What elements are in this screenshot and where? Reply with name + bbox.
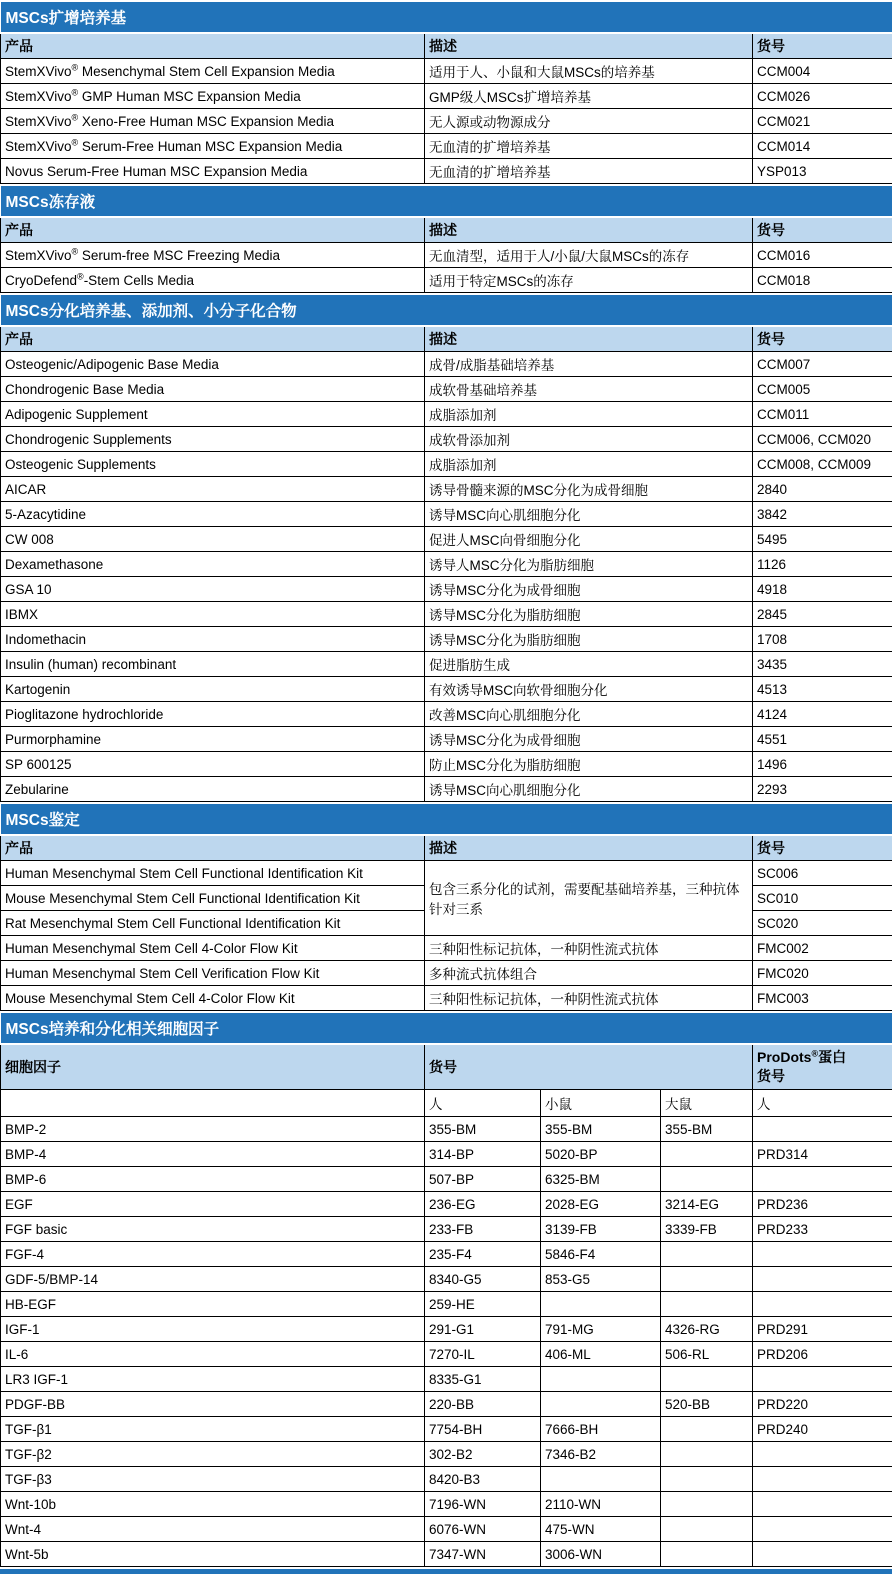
human-catalog-cell: 8340-G5 [425, 1267, 541, 1292]
product-cell: Chondrogenic Supplements [1, 427, 425, 452]
table-row [1, 861, 892, 886]
table-row [1, 627, 892, 652]
prodots-catalog-cell: PRD220 [753, 1392, 892, 1417]
mouse-catalog-cell: 791-MG [541, 1317, 661, 1342]
prodots-catalog-cell [753, 1367, 892, 1392]
table-row [1, 1542, 892, 1567]
table-row [1, 986, 892, 1011]
description-cell: 无血清的扩增培养基 [425, 134, 753, 159]
column-header-catalog: 货号 [753, 835, 892, 861]
subheader-mouse: 小鼠 [541, 1090, 661, 1117]
prodots-catalog-cell [753, 1517, 892, 1542]
human-catalog-cell: 235-F4 [425, 1242, 541, 1267]
description-cell: GMP级人MSCs扩增培养基 [425, 84, 753, 109]
human-catalog-cell: 220-BB [425, 1392, 541, 1417]
description-cell: 促进脂肪生成 [425, 652, 753, 677]
rat-catalog-cell [661, 1167, 753, 1192]
prodots-header-line1: ProDots®蛋白 [757, 1048, 888, 1067]
column-header-product: 产品 [1, 326, 425, 352]
product-cell: Human Mesenchymal Stem Cell 4-Color Flow Kit [1, 936, 425, 961]
table-row [1, 1467, 892, 1492]
cytokine-name-cell: IL-6 [1, 1342, 425, 1367]
table-row [1, 677, 892, 702]
catalog-cell: 4124 [753, 702, 892, 727]
catalog-cell: 5495 [753, 527, 892, 552]
mouse-catalog-cell [541, 1292, 661, 1317]
empty-subheader-cell [1, 1090, 425, 1117]
table-row [1, 527, 892, 552]
freezing-media-table [0, 184, 892, 293]
catalog-cell: CCM011 [753, 402, 892, 427]
catalog-cell: YSP013 [753, 159, 892, 184]
differentiation-table [0, 293, 892, 802]
human-catalog-cell: 7270-IL [425, 1342, 541, 1367]
human-catalog-cell: 7196-WN [425, 1492, 541, 1517]
product-cell: Pioglitazone hydrochloride [1, 702, 425, 727]
catalog-cell: 4513 [753, 677, 892, 702]
table-row [1, 1117, 892, 1142]
column-header-description: 描述 [425, 835, 753, 861]
cytokine-name-cell: TGF-β3 [1, 1467, 425, 1492]
table-row [1, 1217, 892, 1242]
description-cell: 成脂添加剂 [425, 402, 753, 427]
prodots-catalog-cell: PRD236 [753, 1192, 892, 1217]
product-cell: CryoDefend®-Stem Cells Media [1, 268, 425, 293]
catalog-cell: 4918 [753, 577, 892, 602]
table-row [1, 1167, 892, 1192]
prodots-catalog-cell [753, 1167, 892, 1192]
rat-catalog-cell [661, 1367, 753, 1392]
catalog-cell: CCM021 [753, 109, 892, 134]
identification-table [0, 802, 892, 1011]
rat-catalog-cell [661, 1492, 753, 1517]
catalog-cell: 3435 [753, 652, 892, 677]
catalog-cell: SC010 [753, 886, 892, 911]
prodots-catalog-cell [753, 1242, 892, 1267]
mouse-catalog-cell: 2110-WN [541, 1492, 661, 1517]
table-row [1, 243, 892, 268]
description-cell: 成软骨添加剂 [425, 427, 753, 452]
cytokine-name-cell: IGF-1 [1, 1317, 425, 1342]
human-catalog-cell: 291-G1 [425, 1317, 541, 1342]
rat-catalog-cell: 3214-EG [661, 1192, 753, 1217]
mouse-catalog-cell [541, 1467, 661, 1492]
description-cell: 成脂添加剂 [425, 452, 753, 477]
prodots-catalog-cell: PRD240 [753, 1417, 892, 1442]
table-row [1, 552, 892, 577]
mouse-catalog-cell: 475-WN [541, 1517, 661, 1542]
column-header-catalog-group: 货号 [425, 1044, 753, 1090]
human-catalog-cell: 233-FB [425, 1217, 541, 1242]
product-cell: StemXVivo® Serum-Free Human MSC Expansion Media [1, 134, 425, 159]
description-cell: 适用于特定MSCs的冻存 [425, 268, 753, 293]
human-catalog-cell: 7347-WN [425, 1542, 541, 1567]
cytokine-name-cell: Wnt-5b [1, 1542, 425, 1567]
description-cell: 成软骨基础培养基 [425, 377, 753, 402]
description-cell: 诱导MSC分化为成骨细胞 [425, 577, 753, 602]
description-cell: 诱导MSC分化为脂肪细胞 [425, 627, 753, 652]
rat-catalog-cell [661, 1442, 753, 1467]
mouse-catalog-cell: 2028-EG [541, 1192, 661, 1217]
product-cell: Dexamethasone [1, 552, 425, 577]
table-row [1, 84, 892, 109]
catalog-cell: SC020 [753, 911, 892, 936]
description-cell: 诱导MSC向心肌细胞分化 [425, 502, 753, 527]
cytokine-name-cell: GDF-5/BMP-14 [1, 1267, 425, 1292]
catalog-cell: CCM006, CCM020 [753, 427, 892, 452]
cytokine-name-cell: FGF-4 [1, 1242, 425, 1267]
table-row [1, 1267, 892, 1292]
column-header-catalog: 货号 [753, 326, 892, 352]
table-row [1, 377, 892, 402]
column-header-description: 描述 [425, 217, 753, 243]
rat-catalog-cell [661, 1242, 753, 1267]
cytokine-name-cell: BMP-4 [1, 1142, 425, 1167]
product-cell: Indomethacin [1, 627, 425, 652]
section-header-expansion: MSCs扩增培养基 [1, 1, 892, 33]
column-header-catalog: 货号 [753, 33, 892, 59]
column-header-catalog: 货号 [753, 217, 892, 243]
prodots-catalog-cell [753, 1292, 892, 1317]
product-cell: Chondrogenic Base Media [1, 377, 425, 402]
table-row [1, 652, 892, 677]
prodots-catalog-cell [753, 1442, 892, 1467]
product-cell: Insulin (human) recombinant [1, 652, 425, 677]
table-row [1, 577, 892, 602]
table-row [1, 1292, 892, 1317]
human-catalog-cell: 236-EG [425, 1192, 541, 1217]
human-catalog-cell: 302-B2 [425, 1442, 541, 1467]
cytokine-name-cell: FGF basic [1, 1217, 425, 1242]
description-cell: 适用于人、小鼠和大鼠MSCs的培养基 [425, 59, 753, 84]
table-row [1, 134, 892, 159]
mouse-catalog-cell: 6325-BM [541, 1167, 661, 1192]
column-header-product: 产品 [1, 33, 425, 59]
product-cell: StemXVivo® Serum-free MSC Freezing Media [1, 243, 425, 268]
human-catalog-cell: 259-HE [425, 1292, 541, 1317]
expansion-media-table [0, 0, 892, 184]
human-catalog-cell: 355-BM [425, 1117, 541, 1142]
product-cell: Kartogenin [1, 677, 425, 702]
catalog-cell: 2845 [753, 602, 892, 627]
product-cell: 5-Azacytidine [1, 502, 425, 527]
product-cell: Mouse Mesenchymal Stem Cell 4-Color Flow Kit [1, 986, 425, 1011]
prodots-catalog-cell: PRD314 [753, 1142, 892, 1167]
mouse-catalog-cell [541, 1392, 661, 1417]
rat-catalog-cell [661, 1142, 753, 1167]
description-cell: 改善MSC向心肌细胞分化 [425, 702, 753, 727]
description-cell: 无人源或动物源成分 [425, 109, 753, 134]
human-catalog-cell: 8420-B3 [425, 1467, 541, 1492]
prodots-catalog-cell [753, 1117, 892, 1142]
human-catalog-cell: 8335-G1 [425, 1367, 541, 1392]
prodots-catalog-cell: PRD291 [753, 1317, 892, 1342]
human-catalog-cell: 7754-BH [425, 1417, 541, 1442]
cytokines-table [0, 1011, 892, 1567]
product-cell: IBMX [1, 602, 425, 627]
table-row [1, 1492, 892, 1517]
table-row [1, 1242, 892, 1267]
column-header-prodots [753, 1044, 892, 1090]
description-cell: 成骨/成脂基础培养基 [425, 352, 753, 377]
description-cell: 诱导人MSC分化为脂肪细胞 [425, 552, 753, 577]
product-cell: CW 008 [1, 527, 425, 552]
rat-catalog-cell: 506-RL [661, 1342, 753, 1367]
cytokine-name-cell: EGF [1, 1192, 425, 1217]
table-row [1, 961, 892, 986]
description-cell: 无血清的扩增培养基 [425, 159, 753, 184]
product-cell: Osteogenic/Adipogenic Base Media [1, 352, 425, 377]
description-cell: 三种阳性标记抗体，一种阴性流式抗体 [425, 936, 753, 961]
merged-description-cell: 包含三系分化的试剂，需要配基础培养基，三种抗体针对三系 [425, 861, 753, 936]
table-row [1, 1517, 892, 1542]
prodots-header-line2: 货号 [757, 1067, 888, 1086]
table-row [1, 109, 892, 134]
product-cell: StemXVivo® Mesenchymal Stem Cell Expansion Media [1, 59, 425, 84]
mouse-catalog-cell: 5846-F4 [541, 1242, 661, 1267]
product-cell: Osteogenic Supplements [1, 452, 425, 477]
human-catalog-cell: 507-BP [425, 1167, 541, 1192]
table-row [1, 1142, 892, 1167]
catalog-cell: 1708 [753, 627, 892, 652]
catalog-cell: CCM005 [753, 377, 892, 402]
description-cell: 三种阳性标记抗体，一种阴性流式抗体 [425, 986, 753, 1011]
rat-catalog-cell [661, 1267, 753, 1292]
table-row [1, 1192, 892, 1217]
table-row [1, 1392, 892, 1417]
subheader-human: 人 [425, 1090, 541, 1117]
description-cell: 促进人MSC向骨细胞分化 [425, 527, 753, 552]
table-row [1, 752, 892, 777]
section-header-identification: MSCs鉴定 [1, 803, 892, 835]
product-cell: Mouse Mesenchymal Stem Cell Functional Identification Kit [1, 886, 425, 911]
rat-catalog-cell [661, 1517, 753, 1542]
product-cell: StemXVivo® Xeno-Free Human MSC Expansion Media [1, 109, 425, 134]
prodots-catalog-cell [753, 1467, 892, 1492]
column-header-cytokine: 细胞因子 [1, 1044, 425, 1090]
description-cell: 诱导MSC分化为脂肪细胞 [425, 602, 753, 627]
product-cell: Adipogenic Supplement [1, 402, 425, 427]
mouse-catalog-cell: 3139-FB [541, 1217, 661, 1242]
section-header-cytokines: MSCs培养和分化相关细胞因子 [1, 1012, 892, 1044]
catalog-cell: 3842 [753, 502, 892, 527]
subheader-rat: 大鼠 [661, 1090, 753, 1117]
mouse-catalog-cell: 7666-BH [541, 1417, 661, 1442]
product-cell: Rat Mesenchymal Stem Cell Functional Identification Kit [1, 911, 425, 936]
mouse-catalog-cell: 5020-BP [541, 1142, 661, 1167]
catalog-cell: CCM008, CCM009 [753, 452, 892, 477]
table-row [1, 502, 892, 527]
prodots-catalog-cell [753, 1492, 892, 1517]
mouse-catalog-cell [541, 1367, 661, 1392]
table-row [1, 702, 892, 727]
table-row [1, 777, 892, 802]
catalog-cell: 1126 [753, 552, 892, 577]
product-cell: Zebularine [1, 777, 425, 802]
human-catalog-cell: 314-BP [425, 1142, 541, 1167]
mouse-catalog-cell: 406-ML [541, 1342, 661, 1367]
human-catalog-cell: 6076-WN [425, 1517, 541, 1542]
catalog-cell: SC006 [753, 861, 892, 886]
table-row [1, 59, 892, 84]
table-row [1, 402, 892, 427]
catalog-cell: CCM016 [753, 243, 892, 268]
description-cell: 诱导MSC向心肌细胞分化 [425, 777, 753, 802]
catalog-cell: 2293 [753, 777, 892, 802]
catalog-cell: FMC003 [753, 986, 892, 1011]
catalog-cell: 1496 [753, 752, 892, 777]
product-cell: Human Mesenchymal Stem Cell Verification Flow Kit [1, 961, 425, 986]
description-cell: 诱导MSC分化为成骨细胞 [425, 727, 753, 752]
description-cell: 多种流式抗体组合 [425, 961, 753, 986]
catalog-cell: FMC002 [753, 936, 892, 961]
catalog-cell: CCM007 [753, 352, 892, 377]
cytokine-name-cell: LR3 IGF-1 [1, 1367, 425, 1392]
rat-catalog-cell [661, 1417, 753, 1442]
mouse-catalog-cell: 7346-B2 [541, 1442, 661, 1467]
catalog-cell: CCM018 [753, 268, 892, 293]
cytokine-name-cell: TGF-β1 [1, 1417, 425, 1442]
table-row [1, 452, 892, 477]
product-cell: StemXVivo® GMP Human MSC Expansion Media [1, 84, 425, 109]
column-header-description: 描述 [425, 326, 753, 352]
table-row [1, 159, 892, 184]
section-header-differentiation: MSCs分化培养基、添加剂、小分子化合物 [1, 294, 892, 326]
table-row [1, 602, 892, 627]
cytokine-name-cell: BMP-2 [1, 1117, 425, 1142]
column-header-product: 产品 [1, 835, 425, 861]
product-cell: SP 600125 [1, 752, 425, 777]
catalog-cell: 2840 [753, 477, 892, 502]
product-cell: GSA 10 [1, 577, 425, 602]
catalog-cell: CCM026 [753, 84, 892, 109]
rat-catalog-cell: 4326-RG [661, 1317, 753, 1342]
table-row [1, 352, 892, 377]
rat-catalog-cell: 3339-FB [661, 1217, 753, 1242]
rat-catalog-cell [661, 1542, 753, 1567]
table-row [1, 477, 892, 502]
catalog-cell: CCM004 [753, 59, 892, 84]
product-cell: Purmorphamine [1, 727, 425, 752]
rat-catalog-cell: 520-BB [661, 1392, 753, 1417]
table-row [1, 727, 892, 752]
prodots-catalog-cell [753, 1542, 892, 1567]
product-cell: AICAR [1, 477, 425, 502]
cytokine-name-cell: HB-EGF [1, 1292, 425, 1317]
rat-catalog-cell: 355-BM [661, 1117, 753, 1142]
prodots-catalog-cell: PRD206 [753, 1342, 892, 1367]
product-cell: Human Mesenchymal Stem Cell Functional Identification Kit [1, 861, 425, 886]
table-row [1, 1317, 892, 1342]
catalog-cell: 4551 [753, 727, 892, 752]
cytokine-name-cell: BMP-6 [1, 1167, 425, 1192]
prodots-catalog-cell [753, 1267, 892, 1292]
rat-catalog-cell [661, 1292, 753, 1317]
table-row [1, 268, 892, 293]
cytokine-name-cell: Wnt-4 [1, 1517, 425, 1542]
next-section-bar-cutoff [0, 1567, 892, 1574]
table-row [1, 1342, 892, 1367]
prodots-catalog-cell: PRD233 [753, 1217, 892, 1242]
mouse-catalog-cell: 3006-WN [541, 1542, 661, 1567]
table-row [1, 936, 892, 961]
description-cell: 无血清型，适用于人/小鼠/大鼠MSCs的冻存 [425, 243, 753, 268]
table-row [1, 427, 892, 452]
catalog-cell: FMC020 [753, 961, 892, 986]
section-header-freezing: MSCs冻存液 [1, 185, 892, 217]
column-header-description: 描述 [425, 33, 753, 59]
subheader-prodots-human: 人 [753, 1090, 892, 1117]
description-cell: 防止MSC分化为脂肪细胞 [425, 752, 753, 777]
cytokine-name-cell: Wnt-10b [1, 1492, 425, 1517]
catalog-cell: CCM014 [753, 134, 892, 159]
product-cell: Novus Serum-Free Human MSC Expansion Media [1, 159, 425, 184]
mouse-catalog-cell: 355-BM [541, 1117, 661, 1142]
cytokine-name-cell: PDGF-BB [1, 1392, 425, 1417]
table-row [1, 1442, 892, 1467]
rat-catalog-cell [661, 1467, 753, 1492]
column-header-product: 产品 [1, 217, 425, 243]
description-cell: 有效诱导MSC向软骨细胞分化 [425, 677, 753, 702]
table-row [1, 1367, 892, 1392]
cytokine-name-cell: TGF-β2 [1, 1442, 425, 1467]
table-row [1, 1417, 892, 1442]
mouse-catalog-cell: 853-G5 [541, 1267, 661, 1292]
description-cell: 诱导骨髓来源的MSC分化为成骨细胞 [425, 477, 753, 502]
